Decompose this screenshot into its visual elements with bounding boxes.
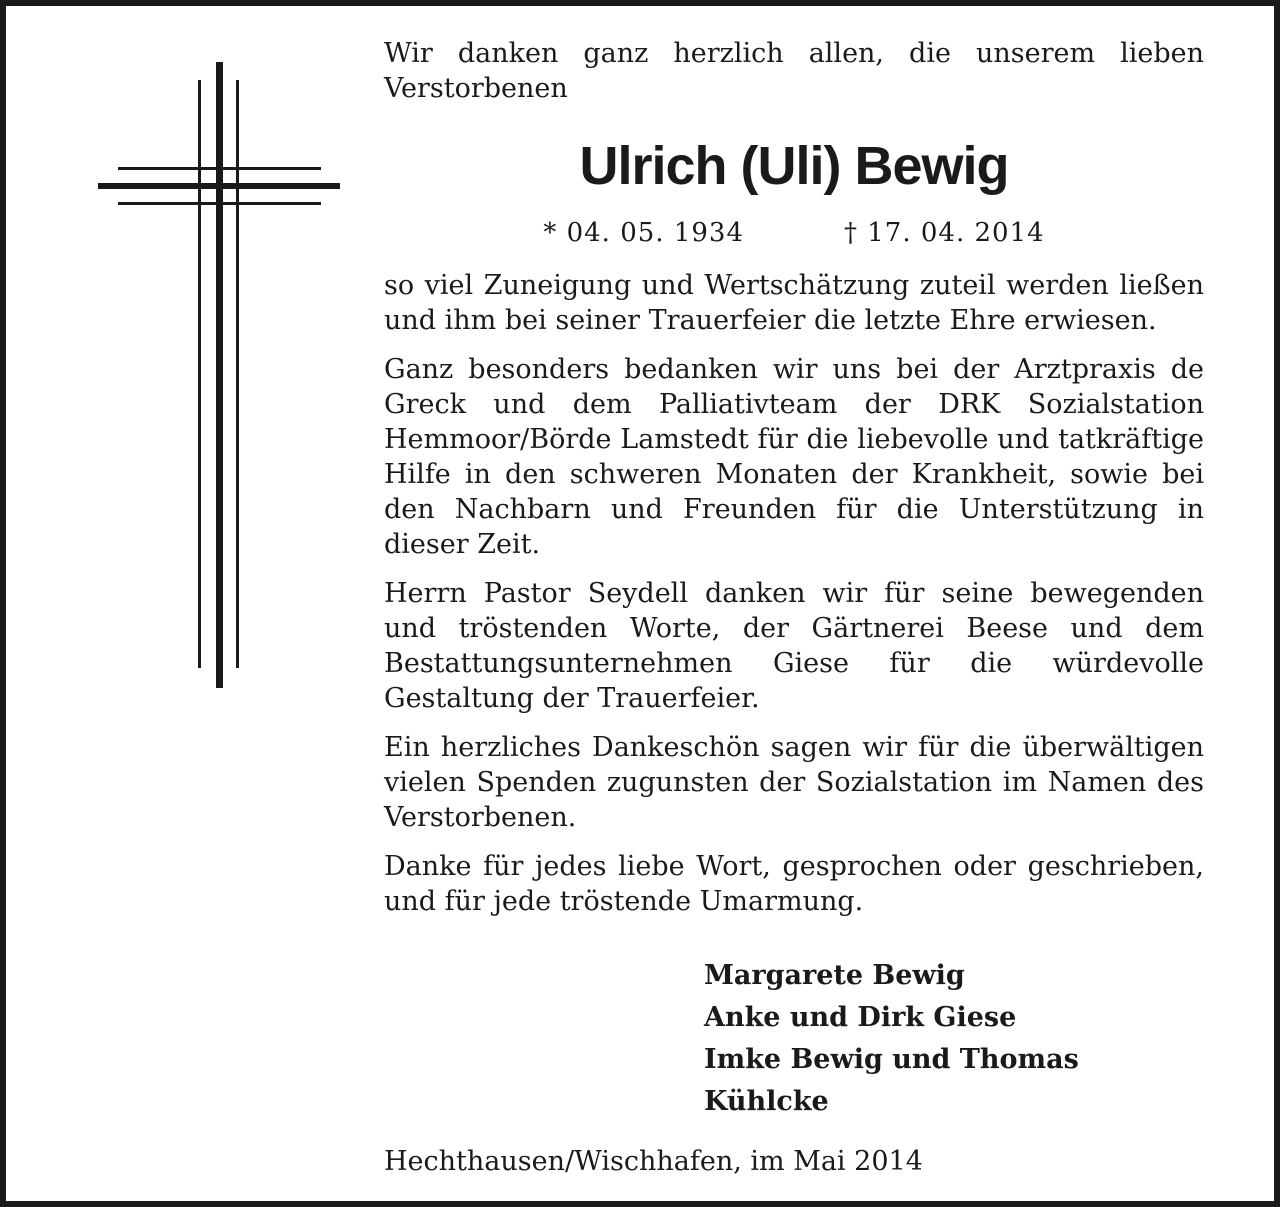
paragraph-4: Ein herzliches Dankeschön sagen wir für die überwältigen vielen Spenden zugunsten der Sozialstation im Namen des Verstorbenen. (384, 732, 1204, 833)
death-date: † 17. 04. 2014 (844, 218, 1045, 248)
text-column (384, 36, 1204, 1123)
deceased-name: Ulrich (Uli) Bewig (579, 136, 1009, 196)
signature-line: Margarete Bewig (704, 960, 965, 991)
latin-cross-icon (98, 62, 340, 688)
life-dates (384, 216, 1204, 250)
paragraph-2: Ganz besonders bedanken wir uns bei der Arztpraxis de Greck und dem Palliativteam der DRK Sozialstation Hemmoor/Börde Lamstedt für die liebevolle und tatkräftige Hilfe in den schweren Monaten der Krankheit, sowie bei den Nachbarn und Freunden für die Unterstützung in dieser Zeit. (384, 354, 1204, 560)
paragraph-3: Herrn Pastor Seydell danken wir für seine bewegenden und tröstenden Worte, der Gärtnerei Beese und dem Bestattungsunternehmen Giese für die würdevolle Gestaltung der Trauerfeier. (384, 578, 1204, 714)
signature-line: Imke Bewig und Thomas Kühlcke (704, 1044, 1079, 1117)
paragraph-1: so viel Zuneigung und Wertschätzung zuteil werden ließen und ihm bei seiner Trauerfeier die letzte Ehre erwiesen. (384, 270, 1204, 336)
paragraph-5: Danke für jedes liebe Wort, gesprochen oder geschrieben, und für jede tröstende Umarmung. (384, 851, 1204, 917)
intro-text: Wir danken ganz herzlich allen, die unserem lieben Verstorbenen (384, 38, 1204, 104)
signature-line: Anke und Dirk Giese (704, 1002, 1017, 1033)
place-date: Hechthausen/Wischhafen, im Mai 2014 (384, 1146, 923, 1177)
signatures (704, 955, 1204, 1123)
birth-date: * 04. 05. 1934 (543, 218, 744, 248)
